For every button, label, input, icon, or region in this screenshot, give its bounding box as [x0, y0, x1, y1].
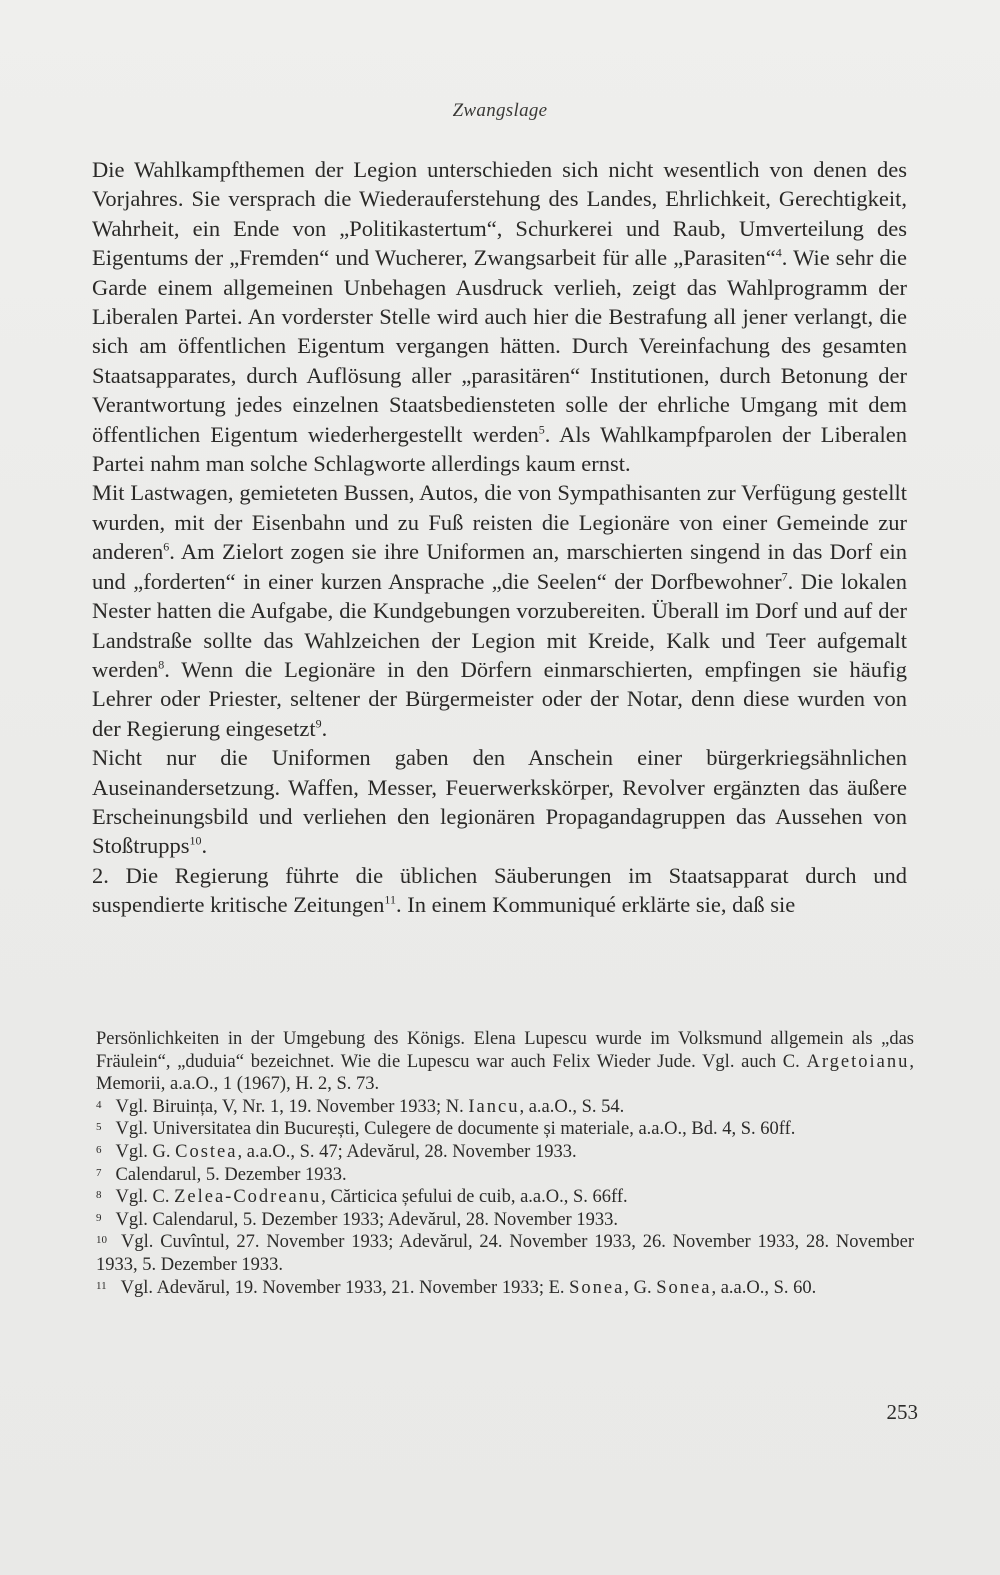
footnote	[96, 1096, 914, 1119]
text-run: . Die lokalen Nester hatten die Aufgabe, die Kundgebungen vorzubereiten. Überall im Dorf und auf der Landstraße sollte das Wahlzeichen der Legion mit Kreide, Kalk und Teer aufgemalt werden	[92, 568, 907, 682]
text-run: Vgl. G.	[115, 1141, 176, 1162]
footnote-ref: 6	[163, 539, 170, 554]
text-run: . Wie sehr die Garde einem allgemeinen Unbehagen Ausdruck verlieh, zeigt das Wahlprogramm der Liberalen Partei. An vorderster Stelle wird auch hier die Bestrafung all jener verlangt, die sich am öffentlichen Eigentum vergangen hätten. Durch Vereinfachung des gesamten Staatsapparates, durch Auflösung aller „parasitären“ Institutionen, durch Betonung der Verantwortung jedes einzelnen Staatsbediensteten solle der ehrliche Umgang mit dem öffentlichen Eigentum wiederhergestellt werden	[92, 245, 908, 447]
footnote-number: 7	[96, 1166, 102, 1179]
text-run: , G.	[624, 1277, 657, 1298]
page-number: 253	[886, 1400, 918, 1424]
text-run: . Als Wahlkampfparolen der Liberalen Partei nahm man solche Schlagworte allerdings kaum ernst.	[92, 421, 908, 477]
footnote	[96, 1141, 914, 1164]
footnote	[96, 1028, 914, 1096]
footnote	[96, 1186, 914, 1209]
footnote	[96, 1277, 914, 1300]
footnote	[96, 1164, 914, 1187]
text-run: Vgl. C.	[115, 1187, 175, 1208]
text-run: Vgl. Adevărul, 19. November 1933, 21. November 1933; E.	[120, 1277, 570, 1298]
author-name: Costea	[175, 1141, 238, 1162]
footnote	[96, 1118, 914, 1141]
footnote-ref: 10	[189, 833, 202, 848]
footnote-ref: 5	[538, 422, 545, 437]
footnote-ref: 9	[315, 716, 322, 731]
text-run: Vgl. Universitatea din București, Culegere de documente și materiale, a.a.O., Bd. 4, S. 60ff.	[115, 1119, 796, 1140]
author-name: Argetoianu	[806, 1051, 910, 1072]
text-run: . Am Zielort zogen sie ihre Uniformen an, marschierten singend in das Dorf ein und „forderten“ in einer kurzen Ansprache „die Seelen“ der Dorfbewohner	[92, 539, 907, 594]
footnote-ref: 11	[384, 892, 396, 907]
author-name: Sonea	[569, 1277, 625, 1298]
footnote-number: 10	[96, 1234, 107, 1247]
text-run: Vgl. Biruința, V, Nr. 1, 19. November 1933; N.	[115, 1096, 469, 1117]
text-run: Mit Lastwagen, gemieteten Bussen, Autos, die von Sympathisanten zur Verfügung gestellt wurden, mit der Eisenbahn und zu Fuß reisten die Legionäre von einer Gemeinde zur anderen	[92, 480, 907, 565]
author-name: Sonea	[656, 1277, 712, 1298]
text-run: Calendarul, 5. Dezember 1933.	[115, 1164, 347, 1185]
footnote-ref: 7	[781, 569, 788, 584]
text-run: , Cărticica șefului de cuib, a.a.O., S. 66ff.	[321, 1187, 628, 1208]
footnote-number: 8	[96, 1189, 102, 1202]
text-run: Nicht nur die Uniformen gaben den Anschein einer bürgerkriegsähnlichen Auseinandersetzung. Waffen, Messer, Feuerwerkskörper, Revolver ergänzten das äußere Erscheinungsbild und verliehen den legionären Propagandagruppen das Aussehen von Stoßtrupps	[92, 745, 907, 859]
footnote-ref: 4	[775, 245, 782, 260]
footnotes	[96, 1028, 914, 1299]
text-run: . In einem Kommuniqué erklärte sie, daß sie	[395, 892, 796, 918]
text-run: .	[321, 715, 328, 741]
text-run: 2. Die Regierung führte die üblichen Säuberungen im Staatsapparat durch und suspendierte kritische Zeitungen	[92, 862, 907, 918]
paragraph	[92, 478, 907, 743]
footnote-number: 9	[96, 1211, 102, 1224]
footnote-number: 6	[96, 1143, 102, 1156]
footnote	[96, 1231, 914, 1276]
text-run: Vgl. Calendarul, 5. Dezember 1933; Adevărul, 28. November 1933.	[115, 1209, 618, 1230]
text-run: , a.a.O., S. 60.	[711, 1277, 817, 1298]
footnote	[96, 1209, 914, 1232]
footnote-number: 5	[96, 1121, 102, 1134]
text-run: , a.a.O., S. 47; Adevărul, 28. November 1933.	[237, 1141, 577, 1162]
author-name: Iancu	[468, 1096, 520, 1117]
text-run: Die Wahlkampfthemen der Legion unterschieden sich nicht wesentlich von denen des Vorjahres. Sie versprach die Wiederauferstehung des Landes, Ehrlichkeit, Gerechtigkeit, Wahrheit, ein Ende von „Politikastertum“, Schurkerei und Raub, Umverteilung des Eigentums der „Fremden“ und Wucherer, Zwangsarbeit für alle „Parasiten“	[92, 157, 907, 271]
running-head: Zwangslage	[452, 100, 548, 121]
text-run: Persönlichkeiten in der Umgebung des Königs. Elena Lupescu wurde im Volksmund allgemein als „das Fräulein“, „duduia“ bezeichnet. Wie die Lupescu war auch Felix Wieder Jude. Vgl. auch C.	[96, 1029, 914, 1072]
text-run: , a.a.O., S. 54.	[519, 1096, 625, 1117]
text-run: . Wenn die Legionäre in den Dörfern einmarschierten, empfingen sie häufig Lehrer oder Priester, seltener der Bürgermeister oder der Notar, denn diese wurden von der Regierung eingesetzt	[92, 656, 907, 741]
paragraph	[92, 861, 907, 920]
text-run: .	[201, 833, 208, 859]
footnote-number: 11	[96, 1279, 107, 1292]
text-run: , Memorii, a.a.O., 1 (1967), H. 2, S. 73.	[96, 1051, 914, 1095]
paragraph	[92, 155, 907, 478]
text-run: Vgl. Cuvîntul, 27. November 1933; Adevărul, 24. November 1933, 26. November 1933, 28. November 1933, 5. Dezember 1933.	[96, 1232, 914, 1275]
paragraph	[92, 743, 907, 861]
main-text	[92, 155, 907, 920]
footnote-ref: 8	[158, 657, 165, 672]
footnote-number: 4	[96, 1098, 102, 1111]
author-name: Zelea-Codreanu	[174, 1187, 322, 1208]
